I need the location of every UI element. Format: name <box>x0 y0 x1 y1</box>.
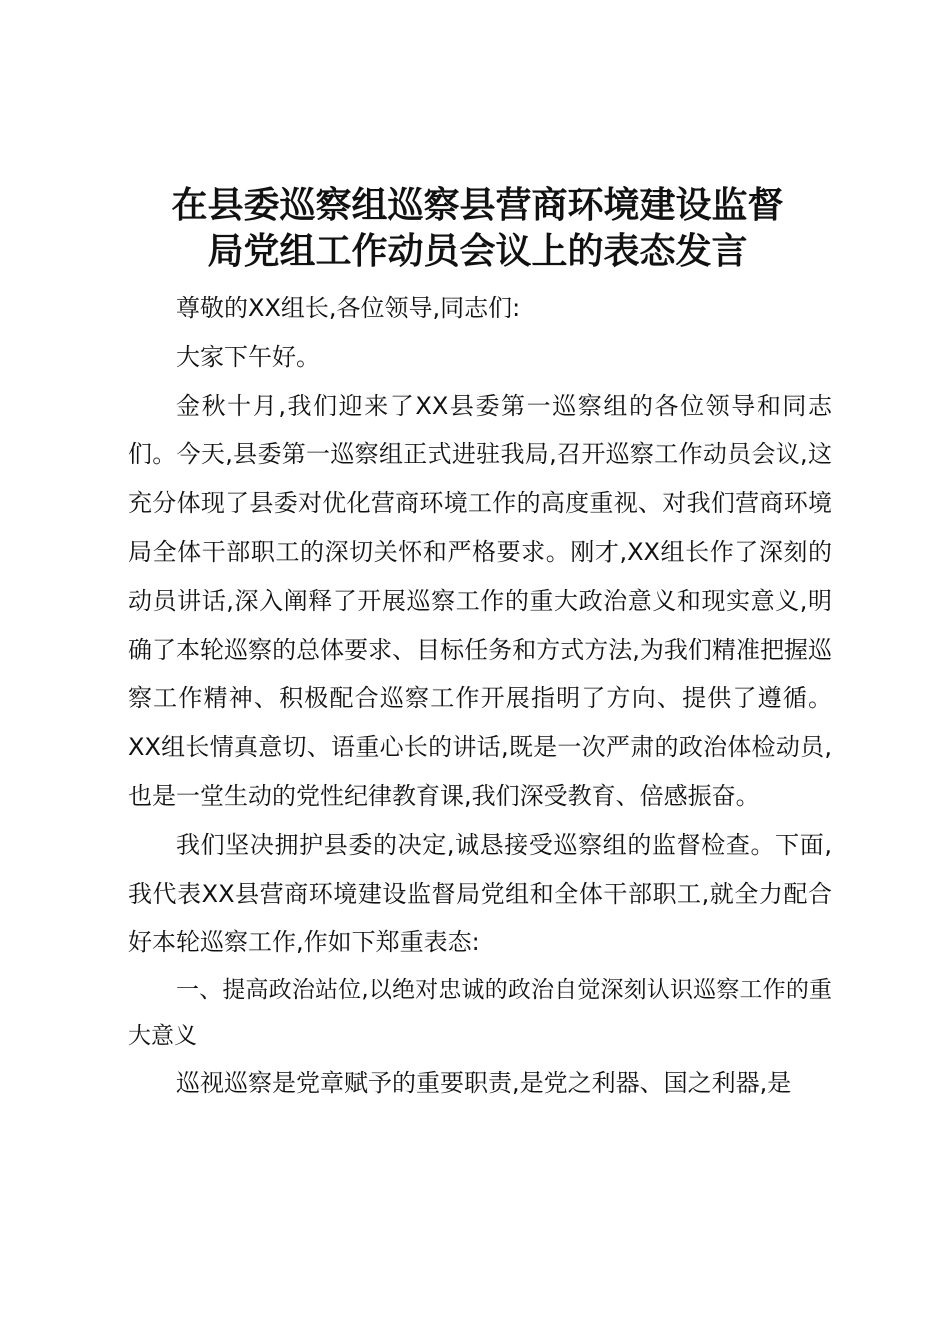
greeting: 大家下午好。 <box>176 342 320 371</box>
paragraph-section-1: 巡视巡察是党章赋予的重要职责,是党之利器、国之利器,是 <box>176 1069 792 1098</box>
paragraph-opening: 金秋十月,我们迎来了XX县委第一巡察组的各位领导和同志们。今天,县委第一巡察组正式进驻我局,召开巡察工作动员会议,这充分体现了县委对优化营商环境工作的高度重视、对我们营商环境局全体干部职工的深切关怀和严格要求。刚才,XX组长作了深刻的动员讲话,深入阐释了开展巡察工作的重大政治意义和现实意义,明确了本轮巡察的总体要求、目标任务和方式方法,为我们精准把握巡察工作精神、积极配合巡察工作开展指明了方向、提供了遵循。XX组长情真意切、语重心长的讲话,既是一次严肃的政治体检动员,也是一堂生动的党性纪律教育课,我们深受教育、倍感振奋。 <box>128 391 832 810</box>
document-title <box>120 182 835 274</box>
title-line-1: 在县委巡察组巡察县营商环境建设监督 <box>171 184 784 226</box>
paragraph-commitment: 我们坚决拥护县委的决定,诚恳接受巡察组的监督检查。下面,我代表XX县营商环境建设监督局党组和全体干部职工,就全力配合好本轮巡察工作,作如下郑重表态: <box>128 830 832 957</box>
section-heading-1: 一、提高政治站位,以绝对忠诚的政治自觉深刻认识巡察工作的重大意义 <box>128 977 832 1050</box>
salutation: 尊敬的XX组长,各位领导,同志们: <box>176 294 521 322</box>
document-body <box>128 284 832 1108</box>
title-line-2: 局党组工作动员会议上的表态发言 <box>207 230 748 272</box>
